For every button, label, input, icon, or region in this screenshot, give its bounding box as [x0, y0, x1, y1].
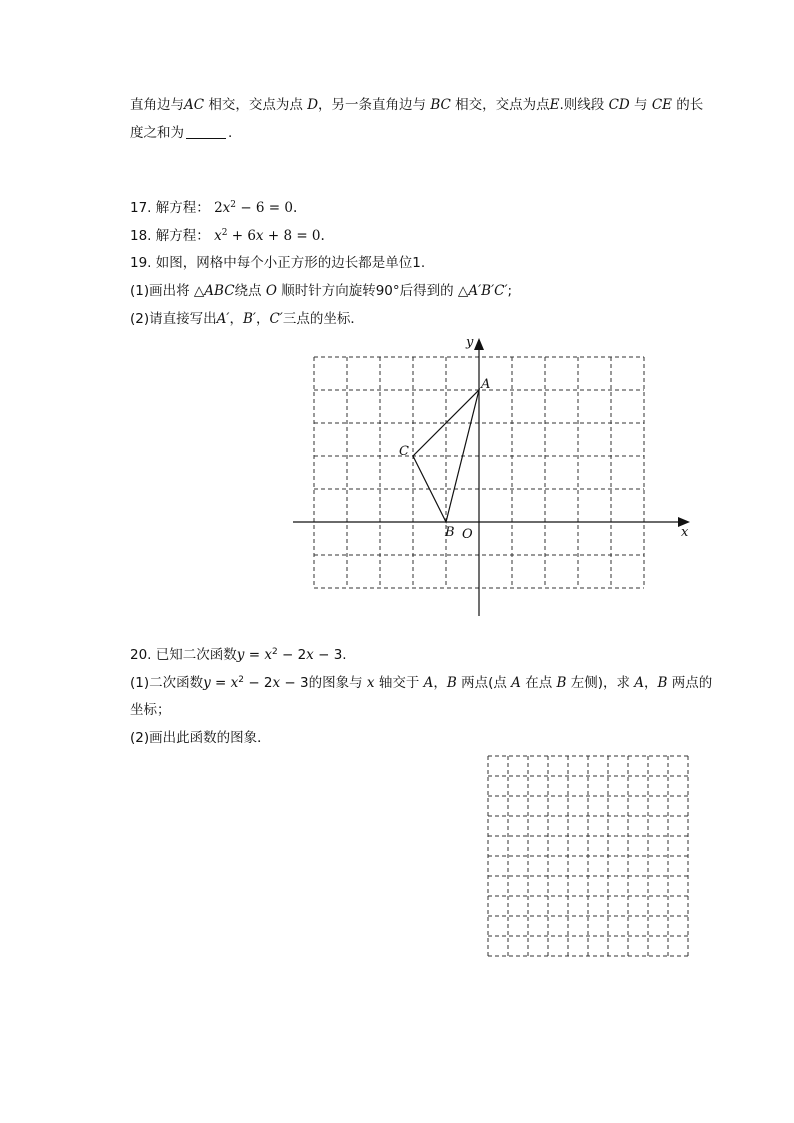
q16-line-2: 度之和为 .	[130, 125, 233, 141]
q20-part1: (1)二次函数$y = x^2 - 2x - 3$的图象与 x 轴交于 A，B 两点(点 A 在点 B 左侧)，求 A，B 两点的	[130, 675, 713, 691]
label-O: O	[462, 527, 473, 542]
q17-number: 17.	[130, 200, 152, 216]
q18-label: 解方程：	[155, 228, 210, 244]
label-y: y	[466, 335, 474, 350]
q20-part2: (2)画出此函数的图象．	[130, 730, 271, 746]
q20-part1-cont: 坐标；	[130, 702, 171, 718]
label-C: C	[399, 444, 409, 459]
q19-number: 19.	[130, 255, 152, 271]
label-B: B	[445, 525, 455, 540]
q19-part1: (1)画出将 △ABC绕点 O 顺时针方向旋转90°后得到的 △A′B′C′;	[130, 283, 513, 299]
label-x: x	[681, 525, 689, 540]
label-A: A	[481, 377, 491, 392]
q16-line-1: 直角边与AC 相交，交点为点 D，另一条直角边与 BC 相交，交点为点E.则线段 CD 与 CE 的长	[130, 97, 704, 113]
q20-stem: 20. 已知二次函数$y = x^2 - 2x - 3$.	[130, 647, 347, 663]
q19-part2: (2)请直接写出A′，B′，C′三点的坐标．	[130, 311, 364, 327]
q19-text: 如图，网格中每个小正方形的边长都是单位1.	[155, 255, 426, 271]
q17-label: 解方程：	[155, 200, 210, 216]
q18-equation: $x^2 + 6x + 8 = 0$.	[214, 228, 325, 244]
q20-number: 20.	[130, 647, 152, 663]
q17-equation: $2x^2 - 6 = 0$.	[214, 200, 298, 216]
q18-number: 18.	[130, 228, 152, 244]
